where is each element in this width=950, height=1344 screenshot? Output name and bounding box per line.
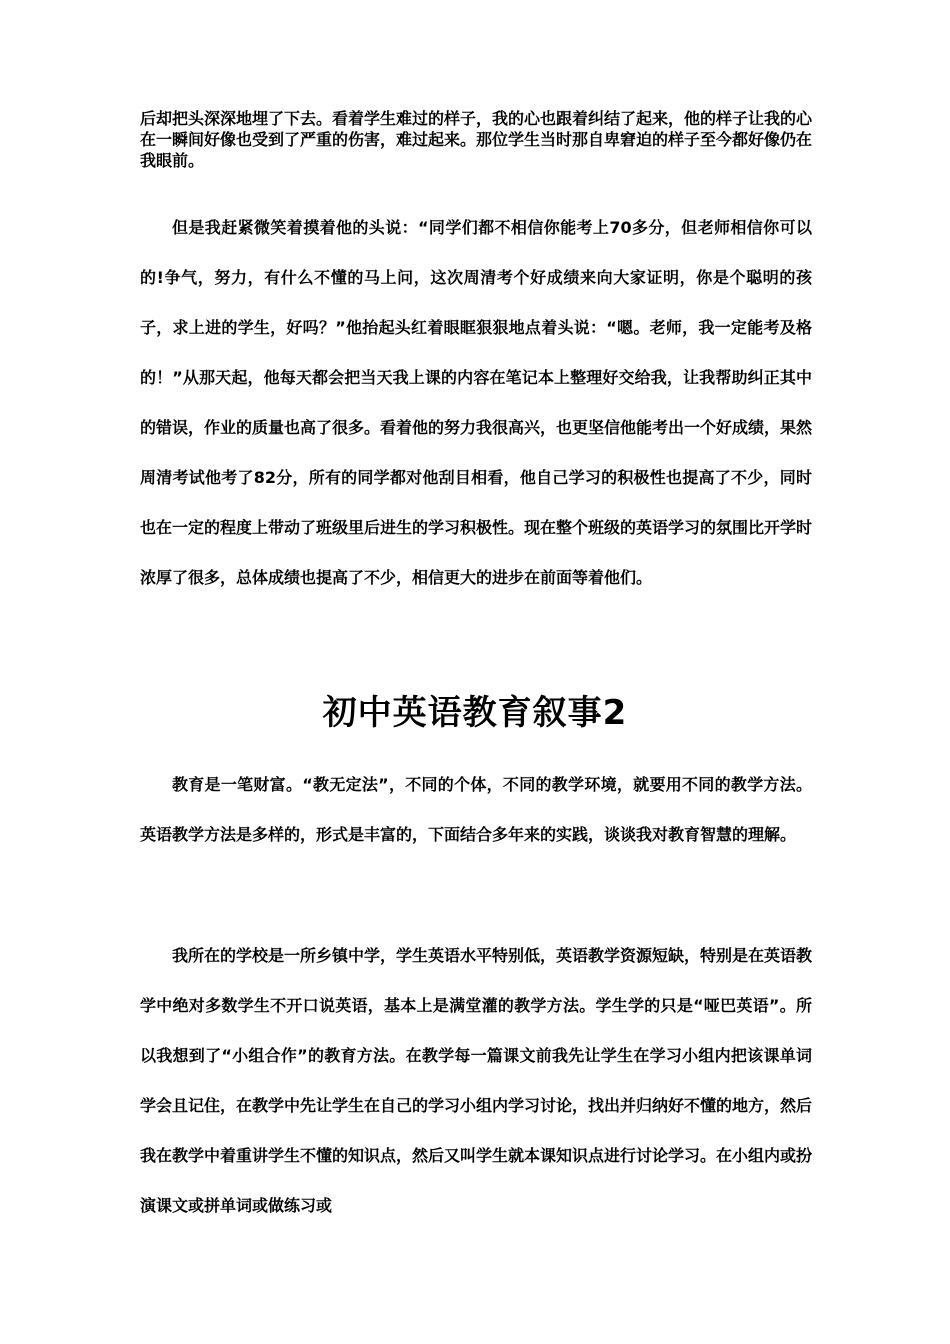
paragraph-education-wealth: 教育是一笔财富。“教无定法”，不同的个体，不同的教学环境，就要用不同的教学方法。英语教学方法是多样的，形式是丰富的，下面结合多年来的实践，谈谈我对教育智慧的理解。	[140, 775, 812, 844]
paragraph-continuation: 后却把头深深地埋了下去。看着学生难过的样子，我的心也跟着纠结了起来，他的样子让我的心在一瞬间好像也受到了严重的伤害，难过起来。那位学生当时那自卑窘迫的样子至今都好像仍在我眼前。	[140, 109, 813, 170]
section-title: 初中英语教育叙事2	[322, 693, 628, 733]
paragraph-teacher-encouragement: 但是我赶紧微笑着摸着他的头说：“同学们都不相信你能考上70多分，但老师相信你可以的!争气，努力，有什么不懂的马上问，这次周清考个好成绩来向大家证明，你是个聪明的孩子，求上进的学生，好吗？”他抬起头红着眼眶狠狠地点着头说：“嗯。老师，我一定能考及格的！”从那天起，他每天都会把当天我上课的内容在笔记本上整理好交给我，让我帮助纠正其中的错误，作业的质量也高了很多。看着他的努力我很高兴，也更坚信他能考出一个好成绩，果然周清考试他考了82分，所有的同学都对他刮目相看，他自己学习的积极性也提高了不少，同时也在一定的程度上带动了班级里后进生的学习积极性。现在整个班级的英语学习的氛围比开学时浓厚了很多，总体成绩也提高了不少，相信更大的进步在前面等着他们。	[140, 218, 813, 587]
paragraph-group-cooperation: 我所在的学校是一所乡镇中学，学生英语水平特别低，英语教学资源短缺，特别是在英语教学中绝对多数学生不开口说英语，基本上是满堂灌的教学方法。学生学的只是“哑巴英语”。所以我想到了“小组合作”的教育方法。在教学每一篇课文前我先让学生在学习小组内把该课单词学会且记住，在教学中先让学生在自己的学习小组内学习讨论，找出并归纳好不懂的地方，然后我在教学中着重讲学生不懂的知识点，然后又叫学生就本课知识点进行讨论学习。在小组内或扮演课文或拼单词或做练习或	[140, 946, 813, 1215]
